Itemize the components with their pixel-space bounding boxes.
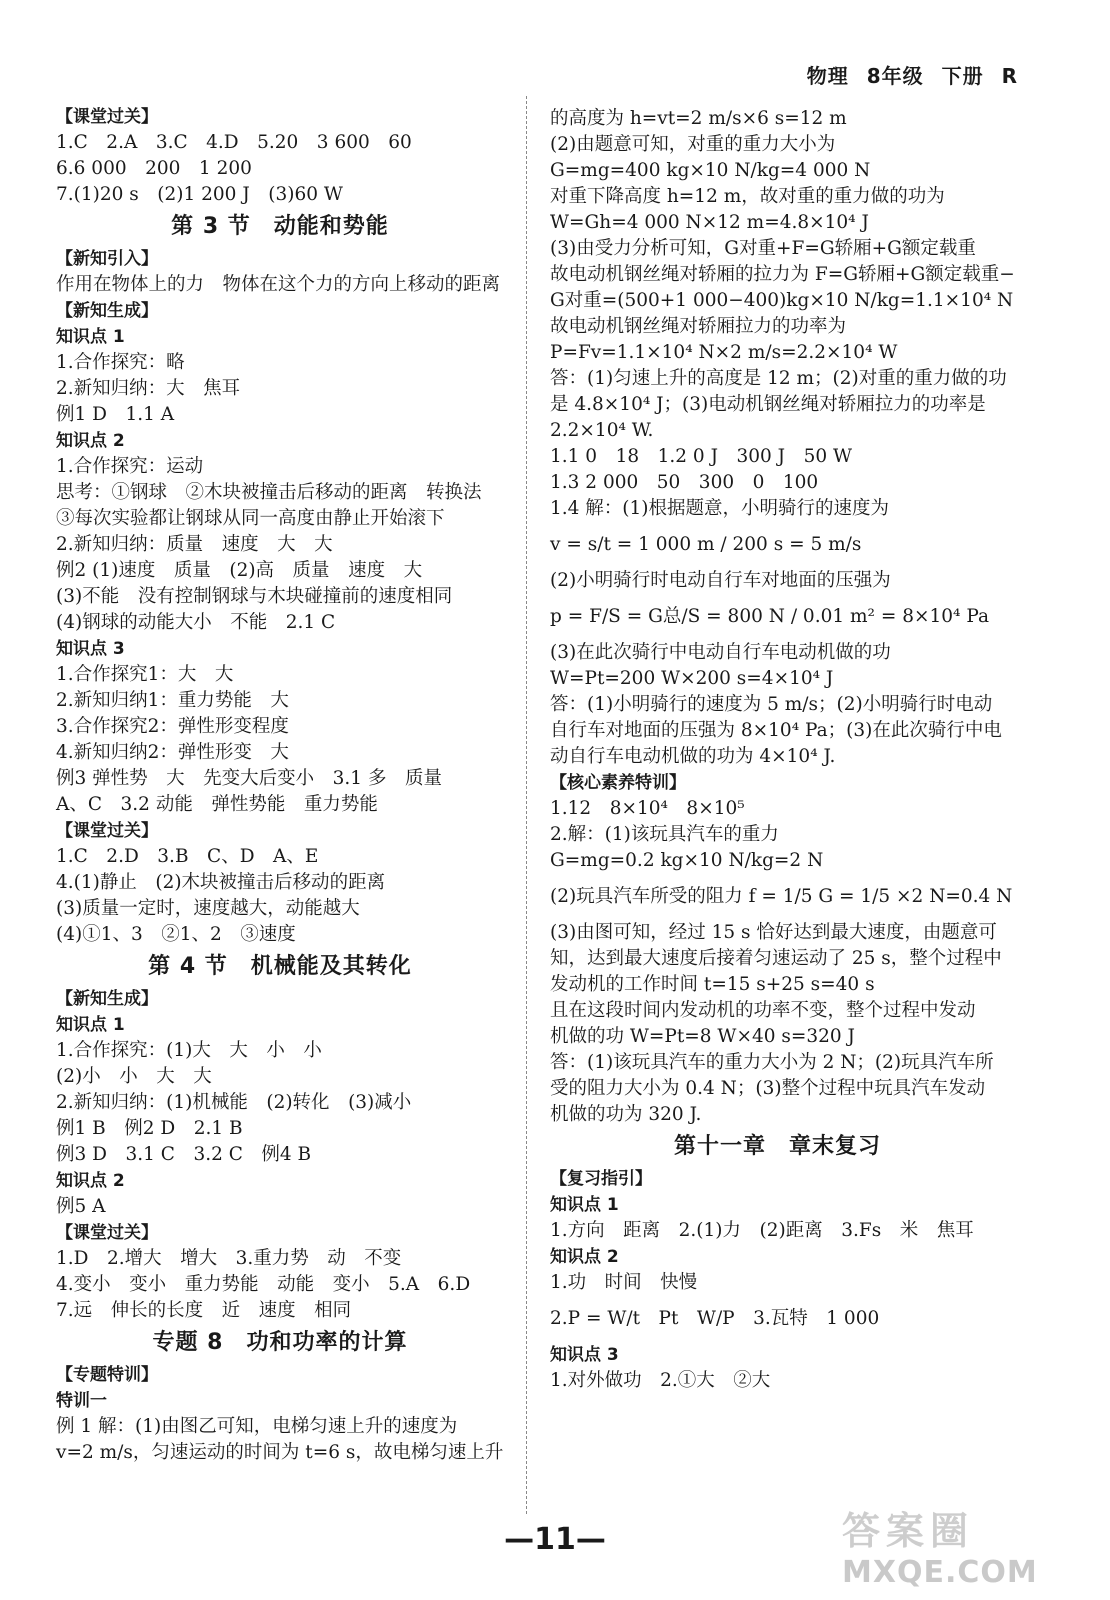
section-heading: 第 3 节 动能和势能 xyxy=(171,214,389,239)
header-edition: R xyxy=(1001,64,1018,88)
answer-line: 是 4.8×10⁴ J；(3)电动机钢丝绳对轿厢拉力的功率是 xyxy=(550,394,986,415)
formula-line: 2.P = W/t Pt W/P 3.瓦特 1 000 xyxy=(550,1308,880,1329)
answer-line: 答：(1)匀速上升的高度是 12 m；(2)对重的重力做的功 xyxy=(550,368,1007,389)
section-label: 知识点 2 xyxy=(56,1171,125,1191)
answer-line: (4)①1、3 ②1、2 ③速度 xyxy=(56,924,296,945)
section-label: 【复习指引】 xyxy=(550,1169,652,1189)
section-label: 知识点 2 xyxy=(56,431,125,451)
answer-line: (3)在此次骑行中电动自行车电动机做的功 xyxy=(550,642,891,663)
answer-line: 例1 D 1.1 A xyxy=(56,404,175,425)
answer-line: (3)质量一定时，速度越大，动能越大 xyxy=(56,898,360,919)
answer-line: (4)钢球的动能大小 不能 2.1 C xyxy=(56,612,336,633)
section-label: 知识点 3 xyxy=(56,639,125,659)
answer-line: 1.12 8×10⁴ 8×10⁵ xyxy=(550,798,745,819)
answer-line: 1.合作探究1：大 大 xyxy=(56,664,234,685)
right-answer-column xyxy=(550,106,1015,1394)
answer-line: 且在这段时间内发动机的功率不变，整个过程中发动 xyxy=(550,1000,976,1021)
answer-line: v=2 m/s，匀速运动的时间为 t=6 s，故电梯匀速上升 xyxy=(56,1442,504,1463)
section-label: 【新知引入】 xyxy=(56,249,158,269)
formula-line: (2)玩具汽车所受的阻力 f = 1/5 G = 1/5 ×2 N=0.4 N xyxy=(550,886,1013,907)
answer-line: 知，达到最大速度后接着匀速运动了 25 s，整个过程中 xyxy=(550,948,1002,969)
header-volume: 下册 xyxy=(941,64,984,88)
section-label: 【新知生成】 xyxy=(56,989,158,1009)
answer-line: 2.新知归纳：(1)机械能 (2)转化 (3)减小 xyxy=(56,1092,412,1113)
section-heading: 专题 8 功和功率的计算 xyxy=(152,1330,408,1355)
answer-line: 1.合作探究：略 xyxy=(56,352,185,373)
page-number: —11— xyxy=(504,1522,606,1557)
answer-line: A、C 3.2 动能 弹性势能 重力势能 xyxy=(56,794,378,815)
answer-line: 作用在物体上的力 物体在这个力的方向上移动的距离 xyxy=(56,274,501,295)
watermark-url: MXQE.COM xyxy=(842,1555,1038,1590)
answer-line: 例1 B 例2 D 2.1 B xyxy=(56,1118,243,1139)
answer-line: 2.新知归纳1：重力势能 大 xyxy=(56,690,289,711)
section-label: 知识点 1 xyxy=(56,327,125,347)
answer-line: 受的阻力大小为 0.4 N；(3)整个过程中玩具汽车发动 xyxy=(550,1078,986,1099)
answer-line: 例3 弹性势 大 先变大后变小 3.1 多 质量 xyxy=(56,768,442,789)
answer-line: 7.远 伸长的长度 近 速度 相同 xyxy=(56,1300,352,1321)
answer-line: 答：(1)该玩具汽车的重力大小为 2 N；(2)玩具汽车所 xyxy=(550,1052,994,1073)
header-subject: 物理 xyxy=(806,64,849,88)
answer-line: 答：(1)小明骑行的速度为 5 m/s；(2)小明骑行时电动 xyxy=(550,694,993,715)
section-label: 知识点 2 xyxy=(550,1247,619,1267)
answer-line: 2.2×10⁴ W. xyxy=(550,420,654,441)
answer-line: 4.(1)静止 (2)木块被撞击后移动的距离 xyxy=(56,872,386,893)
answer-line: 2.解：(1)该玩具汽车的重力 xyxy=(550,824,779,845)
answer-line: 6.6 000 200 1 200 xyxy=(56,158,252,179)
answer-line: 对重下降高度 h=12 m，故对重的重力做的功为 xyxy=(550,186,945,207)
answer-line: 例 1 解：(1)由图乙可知，电梯匀速上升的速度为 xyxy=(56,1416,458,1437)
answer-line: 1.合作探究：(1)大 大 小 小 xyxy=(56,1040,322,1061)
answer-line: ③每次实验都让钢球从同一高度由静止开始滚下 xyxy=(56,508,445,529)
section-label: 【课堂过关】 xyxy=(56,821,158,841)
answer-line: P=Fv=1.1×10⁴ N×2 m/s=2.2×10⁴ W xyxy=(550,342,898,363)
answer-line: 1.4 解：(1)根据题意，小明骑行的速度为 xyxy=(550,498,890,519)
answer-line: (2)小 小 大 大 xyxy=(56,1066,212,1087)
answer-line: W=Pt=200 W×200 s=4×10⁴ J xyxy=(550,668,834,689)
answer-line: 2.新知归纳：大 焦耳 xyxy=(56,378,241,399)
section-label: 知识点 1 xyxy=(550,1195,619,1215)
answer-line: 机做的功 W=Pt=8 W×40 s=320 J xyxy=(550,1026,855,1047)
answer-line: 故电动机钢丝绳对轿厢拉力的功率为 xyxy=(550,316,847,337)
column-divider xyxy=(526,96,527,1514)
answer-line: 例5 A xyxy=(56,1196,106,1217)
section-label: 【新知生成】 xyxy=(56,301,158,321)
answer-line: 思考：①钢球 ②木块被撞击后移动的距离 转换法 xyxy=(56,482,482,503)
answer-line: G=mg=0.2 kg×10 N/kg=2 N xyxy=(550,850,824,871)
section-heading: 第 4 节 机械能及其转化 xyxy=(148,954,412,979)
answer-line: 1.C 2.A 3.C 4.D 5.20 3 600 60 xyxy=(56,132,412,153)
answer-line: 动自行车电动机做的功为 4×10⁴ J. xyxy=(550,746,836,767)
answer-line: 例2 (1)速度 质量 (2)高 质量 速度 大 xyxy=(56,560,423,581)
answer-line: 4.变小 变小 重力势能 动能 变小 5.A 6.D xyxy=(56,1274,471,1295)
answer-line: (3)由图可知，经过 15 s 恰好达到最大速度，由题意可 xyxy=(550,922,997,943)
answer-line: (2)小明骑行时电动自行车对地面的压强为 xyxy=(550,570,891,591)
section-label: 【课堂过关】 xyxy=(56,107,158,127)
answer-line: 1.方向 距离 2.(1)力 (2)距离 3.Fs 米 焦耳 xyxy=(550,1220,974,1241)
formula-line: p = F/S = G总/S = 800 N / 0.01 m² = 8×10⁴ Pa xyxy=(550,606,989,627)
answer-line: 1.1 0 18 1.2 0 J 300 J 50 W xyxy=(550,446,853,467)
section-label: 【课堂过关】 xyxy=(56,1223,158,1243)
answer-line: 例3 D 3.1 C 3.2 C 例4 B xyxy=(56,1144,312,1165)
section-label: 知识点 1 xyxy=(56,1015,125,1035)
section-label: 知识点 3 xyxy=(550,1345,619,1365)
answer-line: 7.(1)20 s (2)1 200 J (3)60 W xyxy=(56,184,343,205)
section-label: 【专题特训】 xyxy=(56,1365,158,1385)
answer-line: 3.合作探究2：弹性形变程度 xyxy=(56,716,289,737)
formula-line: v = s/t = 1 000 m / 200 s = 5 m/s xyxy=(550,534,862,555)
answer-line: 1.3 2 000 50 300 0 100 xyxy=(550,472,819,493)
answer-line: 自行车对地面的压强为 8×10⁴ Pa；(3)在此次骑行中电 xyxy=(550,720,1002,741)
answer-line: 1.对外做功 2.①大 ②大 xyxy=(550,1370,771,1391)
answer-line: 1.合作探究：运动 xyxy=(56,456,204,477)
answer-line: 1.C 2.D 3.B C、D A、E xyxy=(56,846,319,867)
page-header xyxy=(797,60,1018,89)
left-answer-column xyxy=(56,104,504,1466)
answer-line: 2.新知归纳：质量 速度 大 大 xyxy=(56,534,333,555)
answer-line: 1.D 2.增大 增大 3.重力势 动 不变 xyxy=(56,1248,402,1269)
watermark-logo-text: 答案圈 xyxy=(842,1509,975,1553)
answer-line: G对重=(500+1 000−400)kg×10 N/kg=1.1×10⁴ N xyxy=(550,290,1014,311)
section-heading: 第十一章 章末复习 xyxy=(673,1134,881,1159)
answer-line: G=mg=400 kg×10 N/kg=4 000 N xyxy=(550,160,871,181)
answer-line: 4.新知归纳2：弹性形变 大 xyxy=(56,742,289,763)
answer-line: 故电动机钢丝绳对轿厢的拉力为 F=G轿厢+G额定载重− xyxy=(550,264,1015,285)
answer-line: (3)不能 没有控制钢球与木块碰撞前的速度相同 xyxy=(56,586,453,607)
answer-line: 的高度为 h=vt=2 m/s×6 s=12 m xyxy=(550,108,847,129)
watermark-logo xyxy=(842,1500,1102,1596)
answer-line: W=Gh=4 000 N×12 m=4.8×10⁴ J xyxy=(550,212,869,233)
section-label: 特训一 xyxy=(56,1391,107,1411)
answer-line: 机做的功为 320 J. xyxy=(550,1104,702,1125)
answer-line: (3)由受力分析可知，G对重+F=G轿厢+G额定载重 xyxy=(550,238,976,259)
section-label: 【核心素养特训】 xyxy=(550,773,686,793)
answer-line: 发动机的工作时间 t=15 s+25 s=40 s xyxy=(550,974,875,995)
header-grade: 8年级 xyxy=(866,64,924,88)
answer-line: 1.功 时间 快慢 xyxy=(550,1272,698,1293)
answer-line: (2)由题意可知，对重的重力大小为 xyxy=(550,134,836,155)
